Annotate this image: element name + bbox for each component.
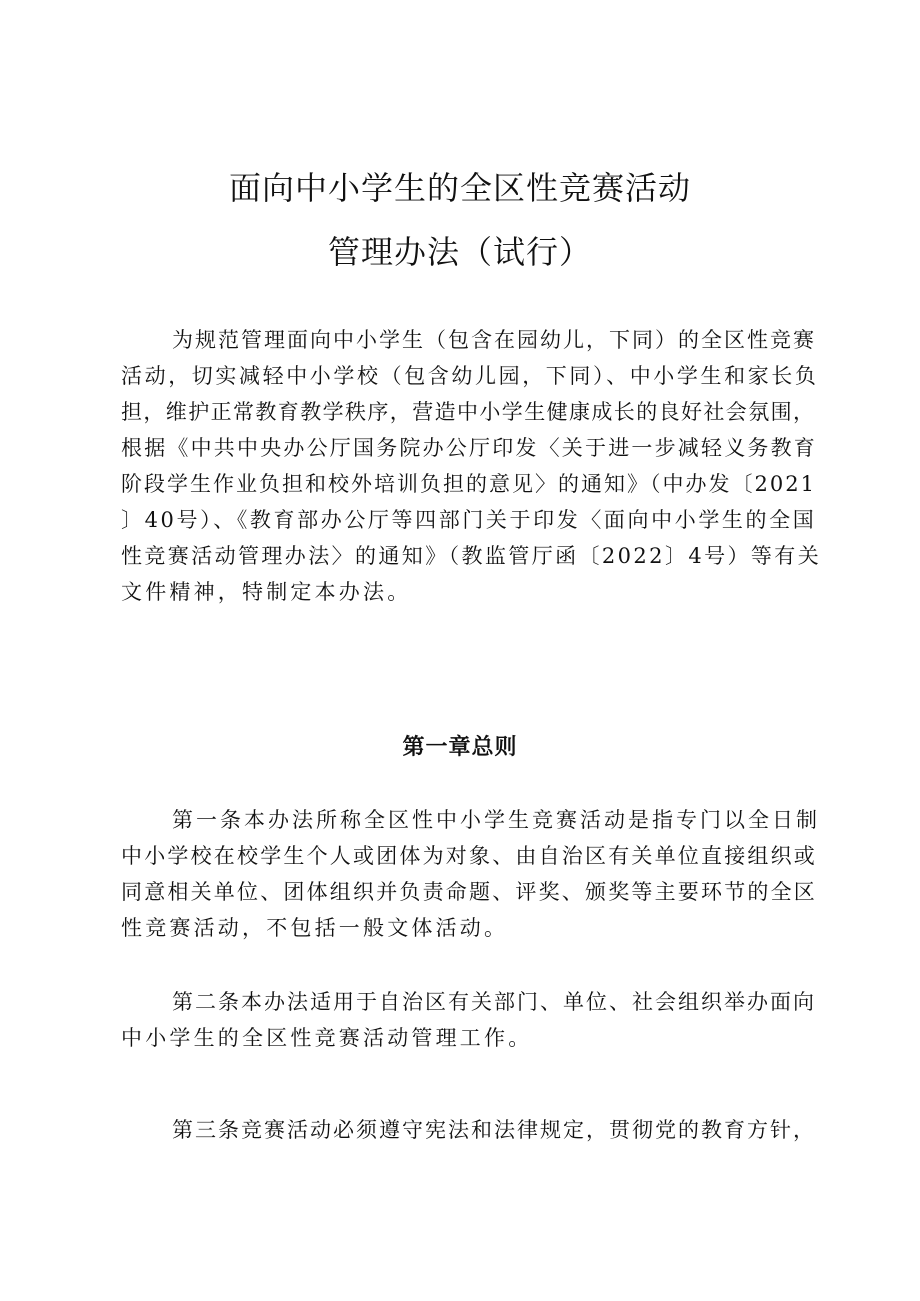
article-2-paragraph: [121, 984, 821, 1056]
preamble-line: 担，维护正常教育教学秩序，营造中小学生健康成长的良好社会氛围，: [121, 400, 816, 424]
article-line: 第一条本办法所称全区性中小学生竞赛活动是指专门以全日制: [172, 808, 820, 832]
article-line: 中小学生的全区性竞赛活动管理工作。: [121, 1026, 533, 1050]
preamble-paragraph: [121, 322, 821, 610]
article-line: 同意相关单位、团体组织并负责命题、评奖、颁奖等主要环节的全区: [121, 880, 817, 904]
article-3-paragraph: [121, 1112, 821, 1148]
preamble-line: 活动，切实减轻中小学校（包含幼儿园，下同）、中小学生和家长负: [121, 364, 819, 388]
preamble-line: 阶段学生作业负担和校外培训负担的意见〉的通知》（中办发〔2021: [121, 472, 816, 496]
preamble-line: 文件精神，特制定本办法。: [121, 580, 412, 604]
preamble-line: 根据《中共中央办公厅国务院办公厅印发〈关于进一步减轻义务教育: [121, 436, 817, 460]
document-title-line-2: 管理办法（试行）: [327, 233, 592, 271]
article-line: 第二条本办法适用于自治区有关部门、单位、社会组织举办面向: [172, 990, 816, 1014]
preamble-line: 〕40号）、《教育部办公厅等四部门关于印发〈面向中小学生的全国: [121, 508, 817, 532]
preamble-line: 性竞赛活动管理办法〉的通知》（教监管厅函〔2022〕4号）等有关: [121, 544, 822, 568]
chapter-heading: 第一章总则: [402, 735, 518, 760]
document-title-line-1: 面向中小学生的全区性竞赛活动: [228, 169, 691, 207]
preamble-line: 为规范管理面向中小学生（包含在园幼儿，下同）的全区性竞赛: [172, 328, 816, 352]
article-1-paragraph: [121, 802, 821, 946]
article-line: 性竞赛活动，不包括一般文体活动。: [121, 916, 509, 940]
article-line: 第三条竞赛活动必须遵守宪法和法律规定，贯彻党的教育方针，: [172, 1118, 816, 1142]
article-line: 中小学校在校学生个人或团体为对象、由自治区有关单位直接组织或: [121, 844, 817, 868]
